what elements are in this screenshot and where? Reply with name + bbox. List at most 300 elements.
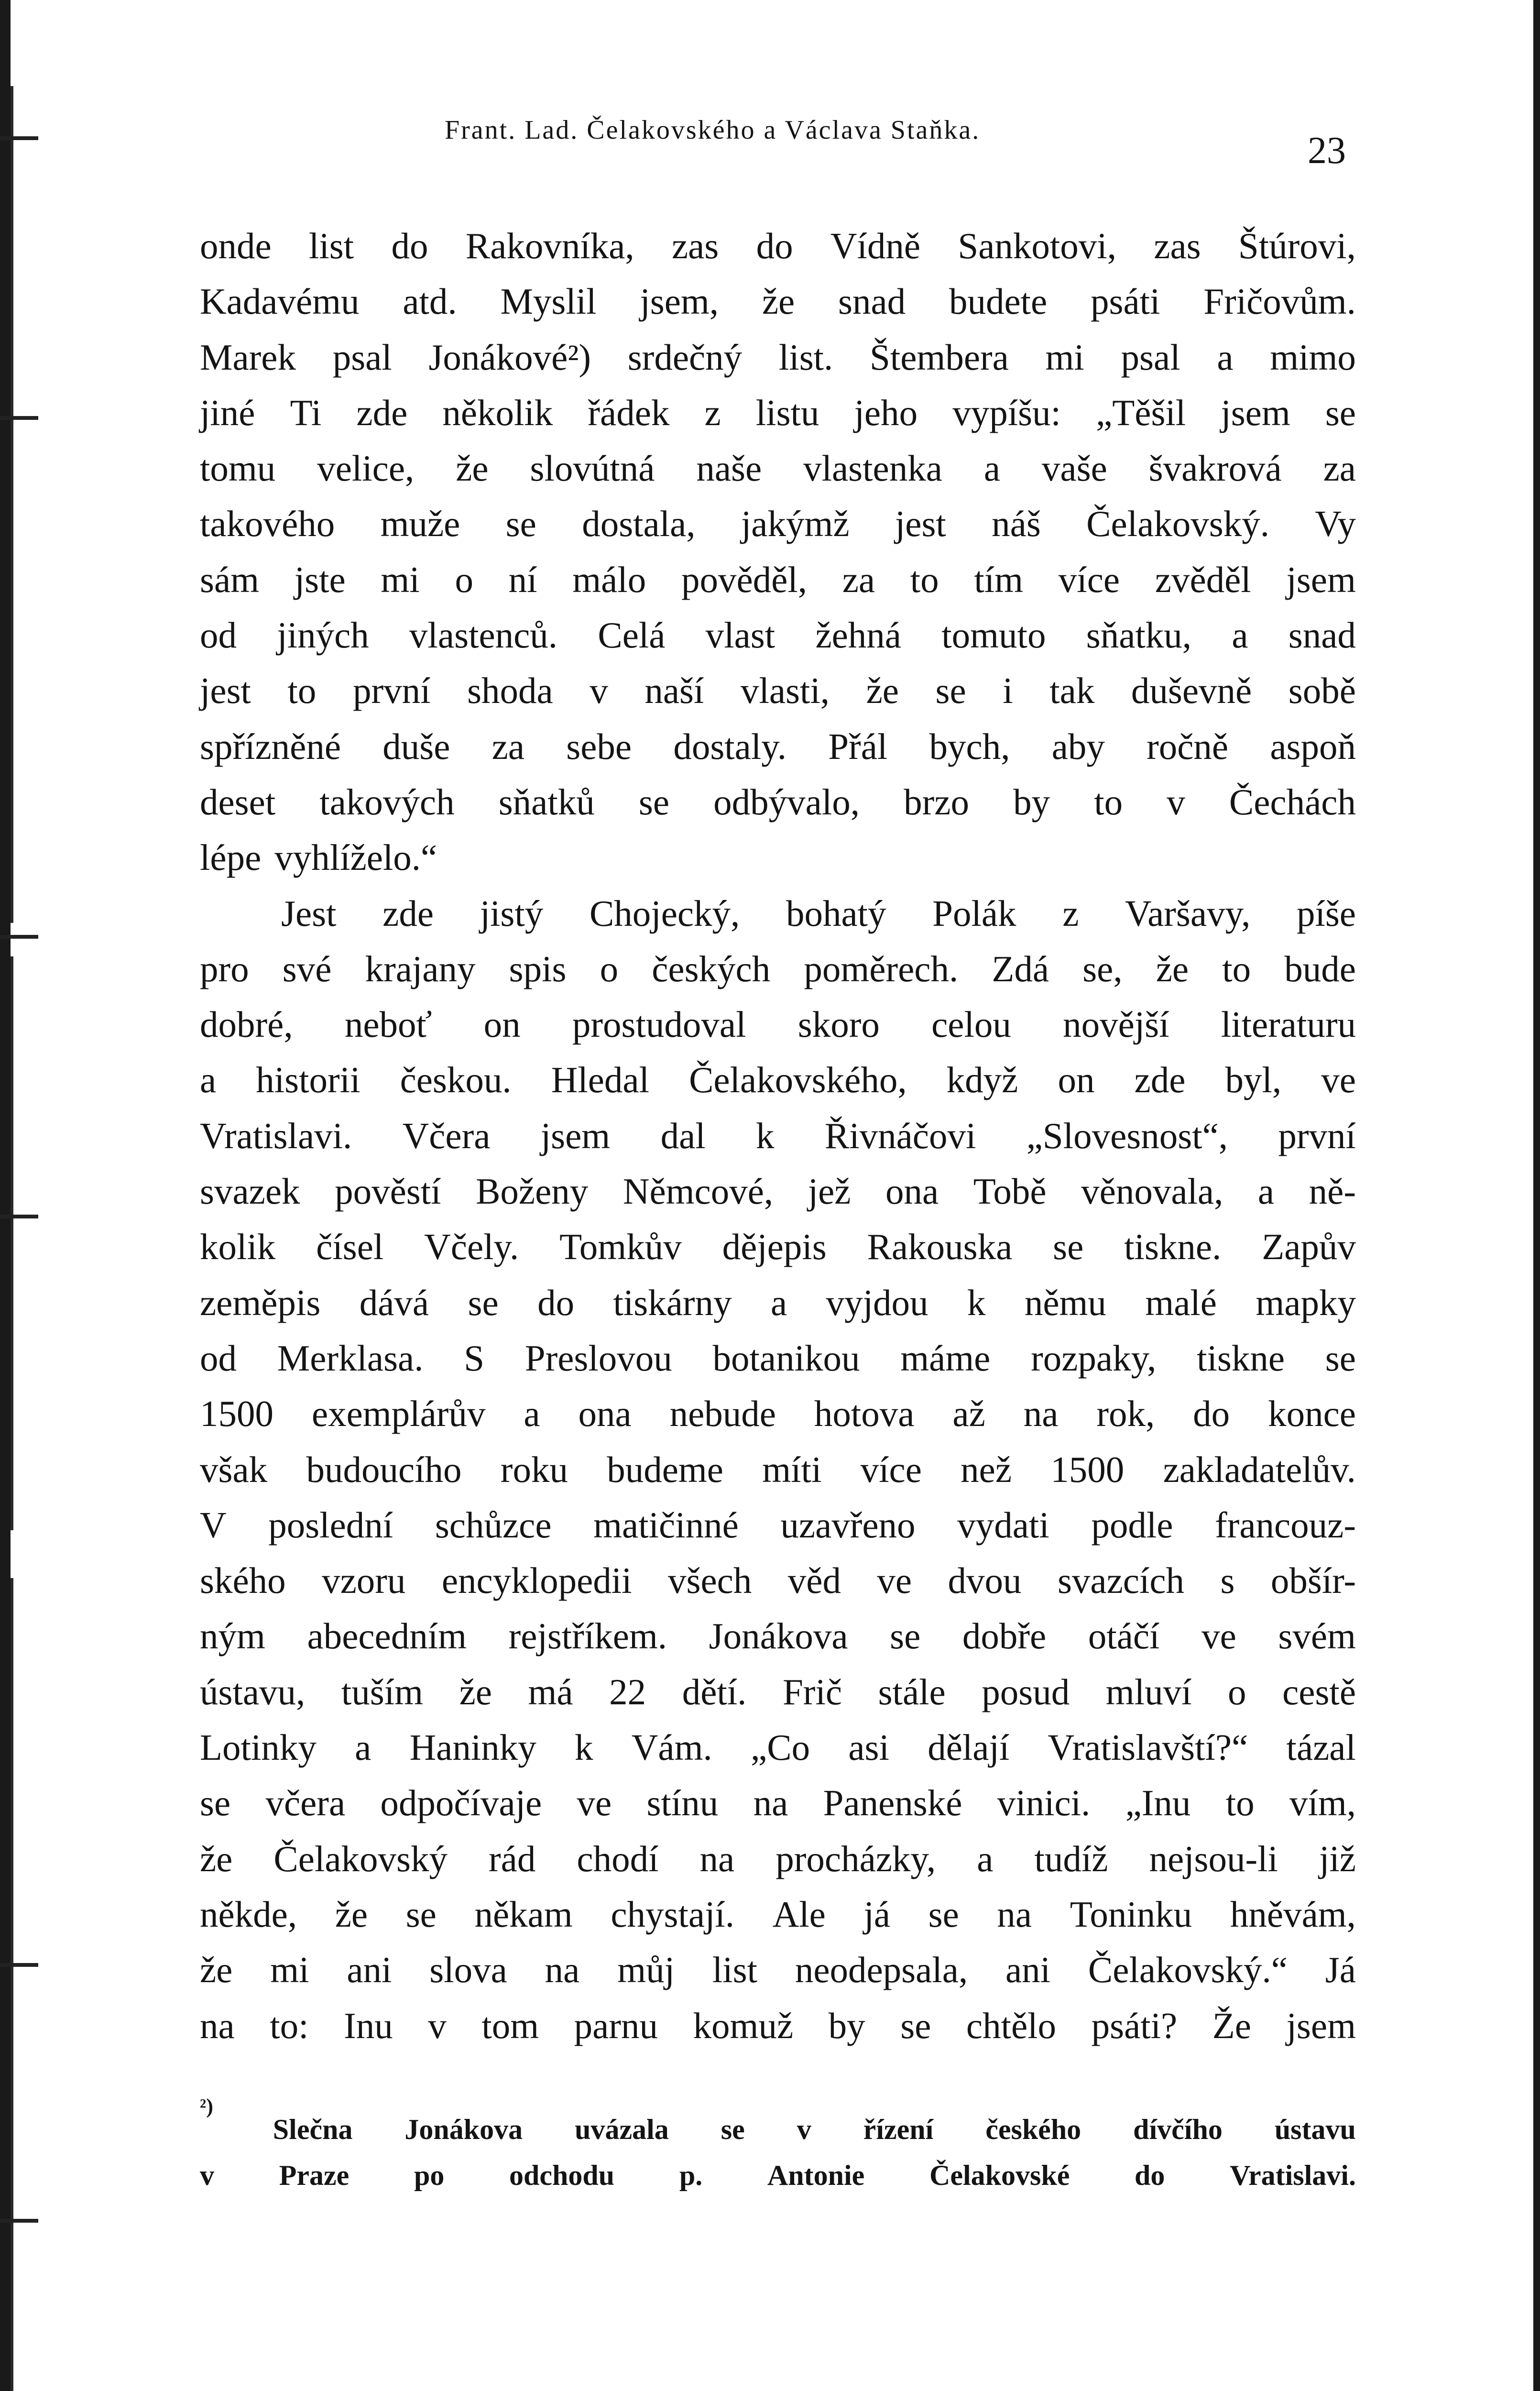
word: to: bbox=[270, 2005, 309, 2046]
word: dělají bbox=[928, 1727, 1010, 1768]
word: když bbox=[946, 1059, 1018, 1101]
word: budeme bbox=[607, 1448, 723, 1490]
word: to bbox=[1094, 781, 1123, 823]
scan-left-border bbox=[0, 0, 11, 2391]
word: list. bbox=[778, 336, 833, 378]
text-line bbox=[200, 1108, 1356, 1163]
word: Zapův bbox=[1262, 1226, 1356, 1268]
word: se bbox=[1053, 1226, 1084, 1268]
word: Tomkův bbox=[559, 1226, 682, 1268]
word: vlasti, bbox=[740, 670, 830, 712]
word: v bbox=[428, 2005, 447, 2046]
text-line bbox=[200, 274, 1356, 329]
text-line bbox=[200, 1386, 1356, 1441]
word: se bbox=[1325, 392, 1356, 433]
word: encyklopedii bbox=[441, 1560, 632, 1601]
word: vím, bbox=[1289, 1782, 1356, 1824]
word: ným bbox=[200, 1615, 265, 1657]
word: Polák bbox=[932, 892, 1016, 934]
word: tom bbox=[481, 2005, 539, 2046]
footnote-line bbox=[200, 2152, 1356, 2198]
word: Vídně bbox=[830, 225, 921, 266]
word: švakrová bbox=[1148, 448, 1282, 489]
word: Toninku bbox=[1070, 1893, 1192, 1935]
word: o bbox=[1228, 1671, 1246, 1712]
word: Že bbox=[1212, 2005, 1251, 2046]
word: onde bbox=[200, 225, 272, 266]
margin-rule bbox=[11, 956, 13, 1530]
word: se bbox=[928, 1893, 959, 1935]
word: jest bbox=[200, 670, 251, 712]
word: listu bbox=[755, 392, 819, 433]
word: psáti? bbox=[1091, 2005, 1178, 2046]
margin-tick bbox=[0, 1215, 38, 1218]
word: sám bbox=[200, 559, 260, 600]
word: do bbox=[1135, 2160, 1165, 2191]
word: na bbox=[200, 2005, 235, 2046]
word: brzo bbox=[904, 781, 969, 823]
word: rád bbox=[489, 1838, 536, 1879]
word: odpočívaje bbox=[380, 1782, 542, 1824]
word: tudíž bbox=[1034, 1838, 1108, 1879]
word: řádek bbox=[588, 392, 670, 433]
text-line bbox=[200, 941, 1356, 997]
word: k bbox=[756, 1115, 775, 1156]
word: i bbox=[1003, 670, 1013, 712]
word: na bbox=[753, 1782, 788, 1824]
text-line bbox=[200, 1330, 1356, 1386]
word: se bbox=[468, 1282, 499, 1323]
word: se bbox=[405, 1893, 437, 1935]
margin-rule bbox=[11, 86, 13, 923]
word: chtělo bbox=[966, 2005, 1057, 2046]
word: 1500 bbox=[1050, 1448, 1125, 1490]
word: Já bbox=[1325, 1949, 1356, 1991]
word: mimo bbox=[1270, 336, 1356, 378]
word: máme bbox=[900, 1337, 991, 1379]
word: zakladatelův. bbox=[1163, 1448, 1356, 1490]
word: jiných bbox=[277, 614, 369, 656]
word: náš bbox=[992, 503, 1041, 545]
word: čísel bbox=[316, 1226, 384, 1268]
word: Čelakovský bbox=[273, 1838, 448, 1879]
text-line bbox=[200, 607, 1356, 663]
word: a bbox=[524, 1393, 540, 1435]
text-line bbox=[200, 886, 1356, 941]
word: duše bbox=[382, 725, 450, 767]
word: a bbox=[1217, 336, 1234, 378]
word: se bbox=[890, 1615, 921, 1657]
word: němu bbox=[1024, 1282, 1106, 1323]
word: bude bbox=[1284, 948, 1356, 989]
word: on bbox=[483, 1004, 521, 1045]
word: že bbox=[456, 448, 489, 489]
word: Ale bbox=[772, 1893, 826, 1935]
word: by bbox=[1013, 781, 1050, 823]
word: českou. bbox=[400, 1059, 512, 1101]
word: sňatku, bbox=[1086, 614, 1192, 656]
word: matičinné bbox=[593, 1504, 739, 1546]
word: dostaly. bbox=[673, 725, 786, 767]
word: nebude bbox=[669, 1393, 776, 1435]
word: „Slovesnost“, bbox=[1026, 1115, 1228, 1156]
word: první bbox=[1278, 1115, 1356, 1156]
word: list bbox=[712, 1949, 757, 1991]
word: novější bbox=[1063, 1004, 1169, 1045]
word: za bbox=[842, 559, 875, 600]
word: rok, bbox=[1096, 1393, 1155, 1435]
word: své bbox=[282, 948, 332, 989]
word: pro bbox=[200, 948, 249, 989]
word: pověstí bbox=[335, 1171, 441, 1212]
word: sňatků bbox=[498, 781, 595, 823]
word: do bbox=[391, 225, 428, 266]
word: neboť bbox=[344, 1004, 432, 1045]
margin-tick bbox=[0, 935, 38, 939]
word: zde bbox=[1134, 1059, 1186, 1101]
word: Lotinky bbox=[200, 1727, 317, 1768]
word: dějepis bbox=[722, 1226, 827, 1268]
word: z bbox=[1062, 892, 1079, 934]
word: svazek bbox=[200, 1171, 300, 1212]
page-number: 23 bbox=[1308, 130, 1346, 172]
margin-tick bbox=[0, 1963, 38, 1967]
word: dává bbox=[359, 1282, 429, 1323]
word: se bbox=[721, 2114, 745, 2145]
word: hněvám, bbox=[1230, 1893, 1356, 1935]
word: a bbox=[770, 1282, 787, 1323]
word: takových bbox=[319, 781, 455, 823]
word: podle bbox=[1091, 1504, 1173, 1546]
word: dostala, bbox=[582, 503, 696, 545]
word: že bbox=[200, 1949, 233, 1991]
word: dívčího bbox=[1133, 2114, 1223, 2145]
word: kolik bbox=[200, 1226, 276, 1268]
word: na bbox=[545, 1949, 580, 1991]
word: to bbox=[1222, 948, 1251, 989]
word: 22 bbox=[609, 1671, 646, 1712]
word: však bbox=[200, 1448, 268, 1490]
word: rejstříkem. bbox=[508, 1615, 667, 1657]
word: Kadavému bbox=[200, 281, 360, 322]
word: jiné bbox=[200, 392, 255, 433]
word: se bbox=[200, 1782, 231, 1824]
word: jsem bbox=[1221, 392, 1290, 433]
word: spis bbox=[509, 948, 567, 989]
word: a bbox=[355, 1727, 371, 1768]
word: skoro bbox=[797, 1004, 880, 1045]
word: ve bbox=[1321, 1059, 1356, 1101]
word: slova bbox=[429, 1949, 507, 1991]
text-line bbox=[200, 385, 1356, 440]
word: já bbox=[863, 1893, 891, 1935]
word: Ti bbox=[290, 392, 322, 433]
text-line bbox=[200, 1497, 1356, 1553]
word: že bbox=[200, 1838, 233, 1879]
word: atd. bbox=[403, 281, 457, 322]
word: v bbox=[590, 670, 608, 712]
word: Štúrovi, bbox=[1238, 225, 1356, 266]
word: Přál bbox=[828, 725, 888, 767]
word: V bbox=[200, 1504, 227, 1546]
word: stále bbox=[878, 1671, 946, 1712]
text-line bbox=[200, 440, 1356, 496]
word: stínu bbox=[646, 1782, 719, 1824]
word: svém bbox=[1278, 1615, 1356, 1657]
word: psal bbox=[332, 336, 392, 378]
word: Preslovou bbox=[524, 1337, 672, 1379]
word: Panenské bbox=[823, 1782, 962, 1824]
word: se bbox=[900, 2005, 931, 2046]
word: list bbox=[309, 225, 354, 266]
text-line bbox=[200, 774, 1356, 830]
word: že bbox=[459, 1671, 492, 1712]
word: bych, bbox=[929, 725, 1010, 767]
word: Antonie bbox=[767, 2160, 865, 2191]
word: někam bbox=[474, 1893, 573, 1935]
word: Čelakovského, bbox=[689, 1059, 907, 1101]
word: cestě bbox=[1282, 1671, 1356, 1712]
word: 1500 bbox=[200, 1393, 273, 1435]
word: sebe bbox=[566, 725, 632, 767]
word: Vám. bbox=[631, 1727, 712, 1768]
word: jistý bbox=[480, 892, 544, 934]
word: několik bbox=[442, 392, 553, 433]
margin-tick bbox=[0, 136, 38, 140]
word: zas bbox=[671, 225, 719, 266]
word: ani bbox=[347, 1949, 392, 1991]
word: tomuto bbox=[941, 614, 1046, 656]
word: na bbox=[1023, 1393, 1059, 1435]
word: Vratislavi. bbox=[200, 1115, 352, 1156]
word: po bbox=[414, 2160, 445, 2191]
word: dětí. bbox=[682, 1671, 747, 1712]
word: pověděl, bbox=[681, 559, 807, 600]
footnote-marker: ²) bbox=[200, 2095, 213, 2118]
text-line bbox=[200, 1775, 1356, 1831]
footnote-line bbox=[200, 2095, 1356, 2152]
word: jsem bbox=[540, 1115, 611, 1156]
text-line bbox=[200, 1163, 1356, 1219]
word: odchodu bbox=[509, 2160, 615, 2191]
word: by bbox=[828, 2005, 865, 2046]
word: zde bbox=[356, 392, 408, 433]
word: českého bbox=[985, 2114, 1081, 2145]
word: do bbox=[1193, 1393, 1230, 1435]
word: ského bbox=[200, 1560, 286, 1601]
scan-right-border bbox=[1533, 0, 1540, 2391]
word: poměrech. bbox=[804, 948, 959, 989]
word: mapky bbox=[1256, 1282, 1356, 1323]
text-line bbox=[200, 1720, 1356, 1775]
word: za bbox=[1323, 448, 1356, 489]
word: Varšavy, bbox=[1125, 892, 1251, 934]
word: malé bbox=[1145, 1282, 1217, 1323]
word: vlastenců. bbox=[409, 614, 558, 656]
word: dal bbox=[660, 1115, 706, 1156]
word: tak bbox=[1049, 670, 1095, 712]
text-line bbox=[200, 1664, 1356, 1720]
word: že bbox=[1156, 948, 1189, 989]
word: včera bbox=[265, 1782, 346, 1824]
word: tiskárny bbox=[613, 1282, 732, 1323]
word: dvou bbox=[948, 1560, 1022, 1601]
word: rozpaky, bbox=[1031, 1337, 1157, 1379]
word: ona bbox=[578, 1393, 632, 1435]
word: tomu bbox=[200, 448, 276, 489]
word: psal bbox=[1121, 336, 1180, 378]
word: Tobě bbox=[973, 1171, 1047, 1212]
word: o bbox=[455, 559, 473, 600]
word: francouz- bbox=[1215, 1504, 1356, 1546]
word: tiskne bbox=[1197, 1337, 1285, 1379]
word: Vratislavi. bbox=[1230, 2160, 1356, 2191]
word: chodí bbox=[577, 1838, 659, 1879]
word: S bbox=[464, 1337, 485, 1379]
word: jakýmž bbox=[741, 503, 850, 545]
word: vyhlíželo.“ bbox=[274, 837, 437, 878]
word: svazcích bbox=[1057, 1560, 1185, 1601]
word: konce bbox=[1268, 1393, 1356, 1435]
word: vyjdou bbox=[826, 1282, 928, 1323]
text-line bbox=[200, 830, 1356, 885]
word: spřízněné bbox=[200, 725, 341, 767]
footnote bbox=[200, 2095, 1356, 2198]
word: můj bbox=[617, 1949, 675, 1991]
word: vinici. bbox=[997, 1782, 1091, 1824]
word: více bbox=[860, 1448, 922, 1490]
word: se bbox=[505, 503, 536, 545]
word: vypíšu: bbox=[952, 392, 1061, 433]
word: vydati bbox=[957, 1504, 1049, 1546]
word: ně- bbox=[1309, 1171, 1356, 1212]
word: Štembera bbox=[870, 336, 1009, 378]
word: srdečný bbox=[627, 336, 743, 378]
word: Slečna bbox=[273, 2114, 353, 2145]
word: krajany bbox=[365, 948, 476, 989]
word: za bbox=[491, 725, 525, 767]
word: naše bbox=[696, 448, 762, 489]
word: zde bbox=[382, 892, 434, 934]
body-text bbox=[200, 218, 1356, 2053]
word: chystají. bbox=[611, 1893, 735, 1935]
word: vlastenka bbox=[803, 448, 942, 489]
word: že bbox=[335, 1893, 368, 1935]
word: naší bbox=[644, 670, 704, 712]
word: píše bbox=[1296, 892, 1356, 934]
word: p. bbox=[679, 2160, 703, 2191]
word: první bbox=[352, 670, 431, 712]
text-line bbox=[200, 663, 1356, 718]
word: historii bbox=[256, 1059, 360, 1101]
word: Merklasa. bbox=[277, 1337, 424, 1379]
word: budoucího bbox=[306, 1448, 462, 1490]
margin-tick bbox=[0, 416, 38, 420]
word: hotova bbox=[814, 1393, 915, 1435]
word: aby bbox=[1051, 725, 1105, 767]
text-line bbox=[200, 329, 1356, 385]
margin-rule bbox=[11, 1578, 13, 2391]
word: Praze bbox=[279, 2160, 350, 2191]
word: více bbox=[1058, 559, 1120, 600]
word: na bbox=[699, 1838, 735, 1879]
word: k bbox=[967, 1282, 986, 1323]
word: z bbox=[704, 392, 721, 433]
word: na bbox=[997, 1893, 1032, 1935]
word: a bbox=[1257, 1171, 1275, 1212]
word: ní bbox=[508, 559, 537, 600]
text-line bbox=[200, 997, 1356, 1052]
word: Chojecký, bbox=[589, 892, 740, 934]
word: ústavu, bbox=[200, 1671, 306, 1712]
word: to bbox=[287, 670, 317, 712]
text-line bbox=[200, 1886, 1356, 1942]
word: má bbox=[528, 1671, 573, 1712]
text-line bbox=[200, 496, 1356, 551]
word: deset bbox=[200, 781, 276, 823]
word: až bbox=[952, 1393, 985, 1435]
word: v bbox=[200, 2160, 214, 2191]
word: celou bbox=[931, 1004, 1011, 1045]
word: Včely. bbox=[424, 1226, 519, 1268]
word: vlast bbox=[705, 614, 775, 656]
word: jež bbox=[808, 1171, 851, 1212]
word: málo bbox=[572, 559, 646, 600]
word: Jest bbox=[281, 892, 337, 934]
word: on bbox=[1058, 1059, 1095, 1101]
text-line bbox=[200, 1998, 1356, 2053]
word: Němcové, bbox=[623, 1171, 774, 1212]
word: Celá bbox=[598, 614, 666, 656]
word: snad bbox=[838, 281, 906, 322]
word: míti bbox=[762, 1448, 822, 1490]
word: Inu bbox=[344, 2005, 393, 2046]
word: mi bbox=[1045, 336, 1084, 378]
word: Jonákova bbox=[709, 1615, 848, 1657]
word: Myslil bbox=[500, 281, 597, 322]
word: Jonákova bbox=[404, 2114, 523, 2145]
word: velice, bbox=[317, 448, 415, 489]
word: uvázala bbox=[575, 2114, 669, 2145]
word: Fričovům. bbox=[1203, 281, 1356, 322]
word: vzoru bbox=[322, 1560, 406, 1601]
word: prostudoval bbox=[572, 1004, 746, 1045]
word: ve bbox=[1201, 1615, 1236, 1657]
word: ona bbox=[885, 1171, 939, 1212]
word: mluví bbox=[1105, 1671, 1192, 1712]
word: Čechách bbox=[1229, 781, 1356, 823]
word: tázal bbox=[1286, 1727, 1356, 1768]
word: Hledal bbox=[551, 1059, 649, 1101]
word: „Inu bbox=[1125, 1782, 1191, 1824]
word: a bbox=[1232, 614, 1248, 656]
word: duševně bbox=[1131, 670, 1252, 712]
word: se bbox=[638, 781, 670, 823]
word: Řivnáčovi bbox=[824, 1115, 976, 1156]
word: zas bbox=[1154, 225, 1201, 266]
word: budete bbox=[949, 281, 1048, 322]
word: v bbox=[1167, 781, 1185, 823]
word: jsem bbox=[1286, 2005, 1356, 2046]
word: komuž bbox=[693, 2005, 794, 2046]
word: muže bbox=[380, 503, 460, 545]
word: ve bbox=[577, 1782, 612, 1824]
word: Rakovníka, bbox=[465, 225, 634, 266]
word: již bbox=[1319, 1838, 1356, 1879]
word: v bbox=[797, 2114, 811, 2145]
word: Jonákové²) bbox=[428, 336, 591, 378]
word: mi bbox=[270, 1949, 309, 1991]
